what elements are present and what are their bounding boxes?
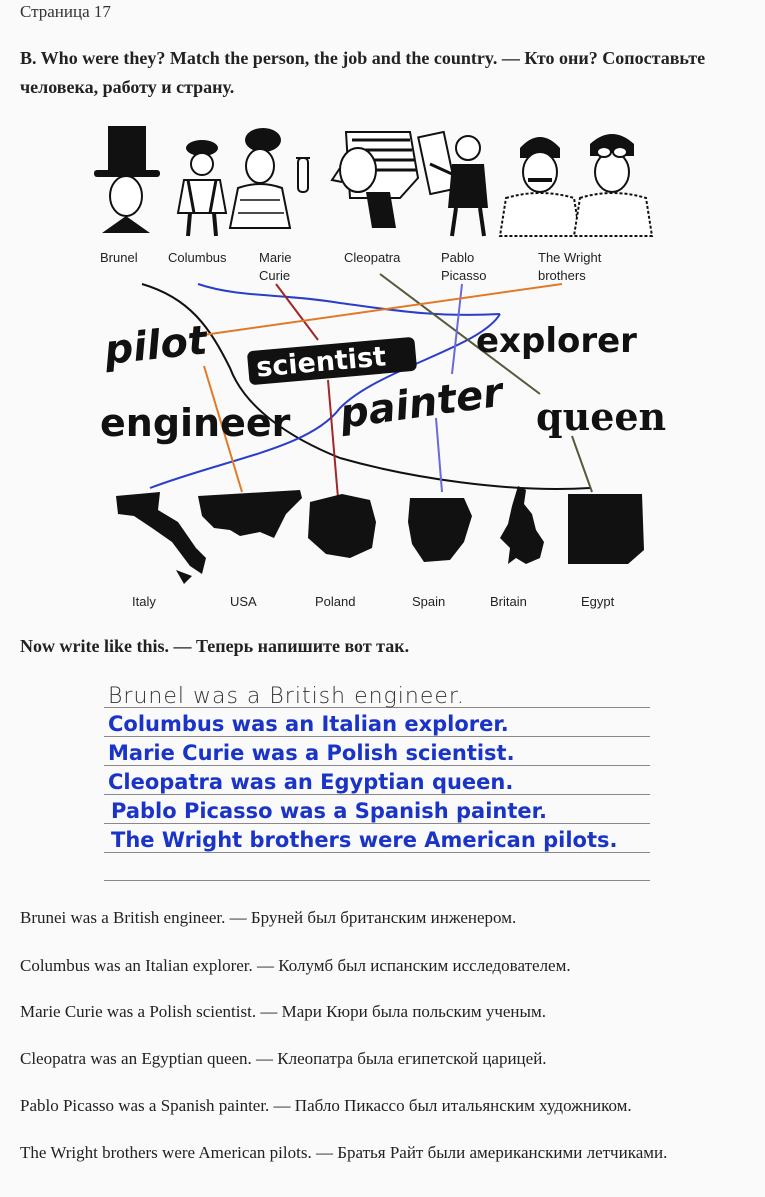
label-cleopatra: Cleopatra [344, 250, 401, 265]
portrait-wright-brothers [500, 134, 652, 236]
job-scientist: scientist [254, 341, 388, 384]
translation-6: The Wright brothers were American pilots. — Братья Райт были американскими летчиками. [20, 1143, 668, 1162]
label-usa: USA [230, 594, 257, 609]
answer-line-2: Marie Curie was a Polish scientist. [108, 741, 515, 765]
now-write-instruction: Now write like this. — Теперь напишите вот так. [20, 636, 410, 656]
translation-1: Brunei was a British engineer. — Бруней был британским инженером. [20, 908, 517, 927]
translation-4: Cleopatra was an Egyptian queen. — Клеопатра была египетской царицей. [20, 1049, 547, 1068]
writing-worksheet [104, 680, 650, 885]
portrait-cleopatra [332, 132, 418, 228]
label-italy: Italy [132, 594, 156, 609]
translation-5: Pablo Picasso was a Spanish painter. — Пабло Пикассо был итальянским художником. [20, 1096, 632, 1115]
label-egypt: Egypt [581, 594, 615, 609]
job-queen: queen [536, 394, 667, 439]
line-queen-egypt [572, 436, 592, 492]
line-curie-scientist [276, 284, 318, 340]
portrait-columbus [178, 140, 226, 236]
line-painter-spain [436, 418, 442, 492]
label-picasso-2: Picasso [441, 268, 487, 283]
example-sentence: Brunel was a British engineer. [108, 684, 465, 709]
label-picasso-1: Pablo [441, 250, 475, 265]
task-title: B. Who were they? Match the person, the job and the country. — Кто они? Сопоставьте человека, работу и страну. [20, 48, 706, 97]
portrait-picasso [418, 132, 488, 236]
job-explorer: explorer [476, 321, 637, 361]
portrait-brunel [94, 126, 160, 233]
ruled-line [104, 823, 650, 824]
job-engineer: engineer [100, 401, 291, 445]
answer-line-5: The Wright brothers were American pilots. [111, 828, 618, 852]
job-painter: painter [336, 369, 506, 438]
answer-line-1: Columbus was an Italian explorer. [108, 712, 509, 736]
page-number: Страница 17 [20, 2, 111, 21]
label-spain: Spain [412, 594, 446, 609]
country-shape-spain [408, 498, 472, 562]
ruled-line [104, 794, 650, 795]
country-shape-usa [198, 490, 302, 538]
country-shape-egypt [568, 494, 644, 564]
ruled-line [104, 765, 650, 766]
job-scientist-badge [247, 337, 417, 386]
country-shape-poland [308, 494, 376, 558]
portrait-marie-curie [230, 128, 310, 228]
country-shape-italy [116, 492, 206, 584]
line-scientist-poland [328, 380, 338, 498]
label-poland: Poland [315, 594, 356, 609]
country-shape-britain [500, 486, 544, 564]
job-pilot: pilot [102, 317, 210, 374]
label-wright-1: The Wright [538, 250, 602, 265]
label-columbus: Columbus [168, 250, 227, 265]
translation-3: Marie Curie was a Polish scientist. — Мари Кюри была польским ученым. [20, 1002, 546, 1021]
matching-figure [80, 118, 680, 618]
label-marie-curie-2: Curie [259, 268, 291, 283]
answer-line-3: Cleopatra was an Egyptian queen. [108, 770, 514, 794]
label-marie-curie-1: Marie [259, 250, 292, 265]
label-brunel: Brunel [100, 250, 138, 265]
label-britain: Britain [490, 594, 527, 609]
translation-2: Columbus was an Italian explorer. — Колумб был испанским исследователем. [20, 956, 571, 975]
ruled-line [104, 880, 650, 881]
answer-line-4: Pablo Picasso was a Spanish painter. [111, 799, 547, 823]
label-wright-2: brothers [538, 268, 586, 283]
matching-illustration [80, 118, 680, 618]
ruled-line [104, 736, 650, 737]
ruled-line [104, 852, 650, 853]
